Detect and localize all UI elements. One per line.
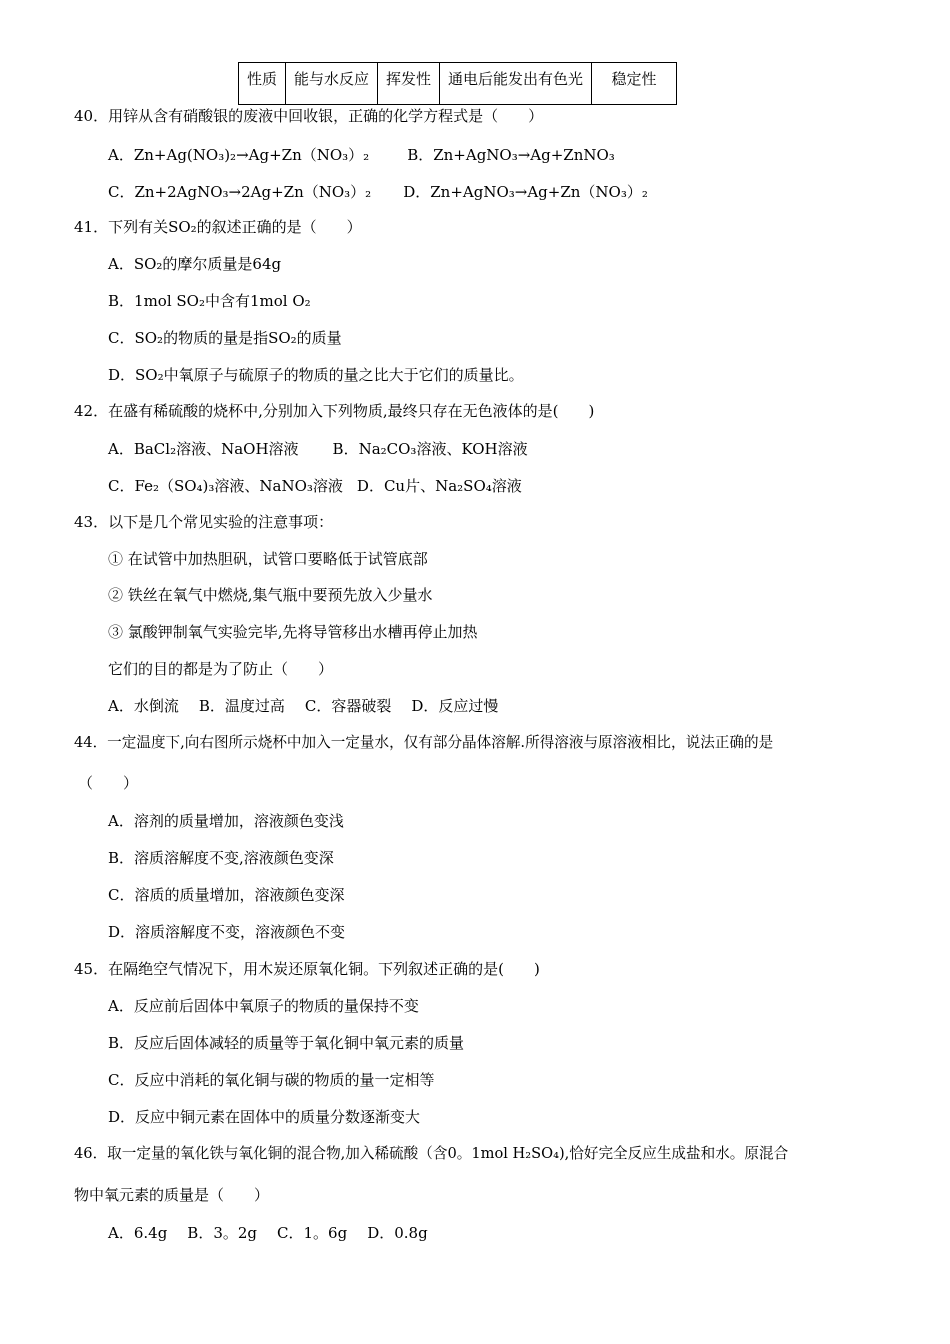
question-43-tail: 它们的目的都是为了防止（ ） [108,660,334,678]
option-a: A．Zn+Ag(NO₃)₂→Ag+Zn（NO₃）₂ [108,146,370,164]
option-b: B．溶质溶解度不变,溶液颜色变深 [108,849,334,867]
question-43-item-2: ② 铁丝在氧气中燃烧,集气瓶中要预先放入少量水 [108,586,433,604]
question-42-options-ab [108,439,528,459]
question-41-stem: 41．下列有关SO₂的叙述正确的是（ ） [74,218,362,236]
option-d: D．溶质溶解度不变，溶液颜色不变 [108,923,346,941]
option-b: B．Na₂CO₃溶液、KOH溶液 [332,440,528,458]
table-row [239,63,677,105]
option-b: B．Zn+AgNO₃→Ag+ZnNO₃ [407,146,615,164]
option-d: D．0.8g [367,1224,428,1242]
option-a: A．6.4g [108,1224,168,1242]
table-cell: 挥发性 [378,63,440,105]
option-d: D．SO₂中氧原子与硫原子的物质的量之比大于它们的质量比。 [108,366,524,384]
question-43-item-3: ③ 氯酸钾制氧气实验完毕,先将导管移出水槽再停止加热 [108,623,478,641]
option-a: A．SO₂的摩尔质量是64g [108,255,282,273]
table-cell: 通电后能发出有色光 [440,63,592,105]
option-b: B．反应后固体减轻的质量等于氧化铜中氧元素的质量 [108,1034,465,1052]
question-46-stem-continued: 物中氧元素的质量是（ ） [74,1186,270,1204]
table-cell: 能与水反应 [286,63,378,105]
option-c: C．SO₂的物质的量是指SO₂的质量 [108,329,342,347]
option-c: C．Zn+2AgNO₃→2Ag+Zn（NO₃）₂ [108,183,372,201]
option-d: D．Zn+AgNO₃→Ag+Zn（NO₃）₂ [403,183,648,201]
option-b: B．3。2g [187,1224,258,1242]
option-d: D．反应中铜元素在固体中的质量分数逐渐变大 [108,1108,421,1126]
option-b: B．温度过高 [198,697,285,715]
option-d: D．Cu片、Na₂SO₄溶液 [356,477,522,495]
option-a: A．溶剂的质量增加，溶液颜色变浅 [108,812,344,830]
option-d: D．反应过慢 [411,697,499,715]
question-46-options [108,1223,428,1243]
option-c: C．1。6g [277,1224,348,1242]
option-a: A．反应前后固体中氧原子的物质的量保持不变 [108,997,419,1015]
question-45-stem: 45．在隔绝空气情况下，用木炭还原氧化铜。下列叙述正确的是( ) [74,960,540,978]
option-c: C．容器破裂 [304,697,392,715]
question-40-stem: 40．用锌从含有硝酸银的废液中回收银，正确的化学方程式是（ ） [74,107,544,125]
question-42-options-cd [108,476,522,496]
question-43-stem: 43．以下是几个常见实验的注意事项： [74,513,334,531]
option-c: C．Fe₂（SO₄)₃溶液、NaNO₃溶液 [108,477,343,495]
question-44-stem: 44．一定温度下,向右图所示烧杯中加入一定量水，仅有部分晶体溶解.所得溶液与原溶液相比，说法正确的是 [74,734,774,751]
properties-table [238,62,677,105]
question-43-item-1: ① 在试管中加热胆矾，试管口要略低于试管底部 [108,550,428,568]
option-b: B．1mol SO₂中含有1mol O₂ [108,292,311,310]
option-a: A．水倒流 [108,697,179,715]
table-cell: 性质 [239,63,286,105]
table-cell: 稳定性 [592,63,677,105]
question-40-options-cd [108,182,648,202]
question-46-stem: 46．取一定量的氧化铁与氧化铜的混合物,加入稀硫酸（含0。1mol H₂SO₄),恰好完全反应生成盐和水。原混合 [74,1145,789,1162]
option-c: C．溶质的质量增加，溶液颜色变深 [108,886,345,904]
option-a: A．BaCl₂溶液、NaOH溶液 [108,440,299,458]
option-c: C．反应中消耗的氧化铜与碳的物质的量一定相等 [108,1071,435,1089]
question-40-options-ab [108,145,615,165]
question-43-options [108,696,498,716]
question-44-stem-continued: （ ） [78,774,139,792]
question-42-stem: 42．在盛有稀硫酸的烧杯中,分别加入下列物质,最终只存在无色液体的是( ) [74,402,595,420]
